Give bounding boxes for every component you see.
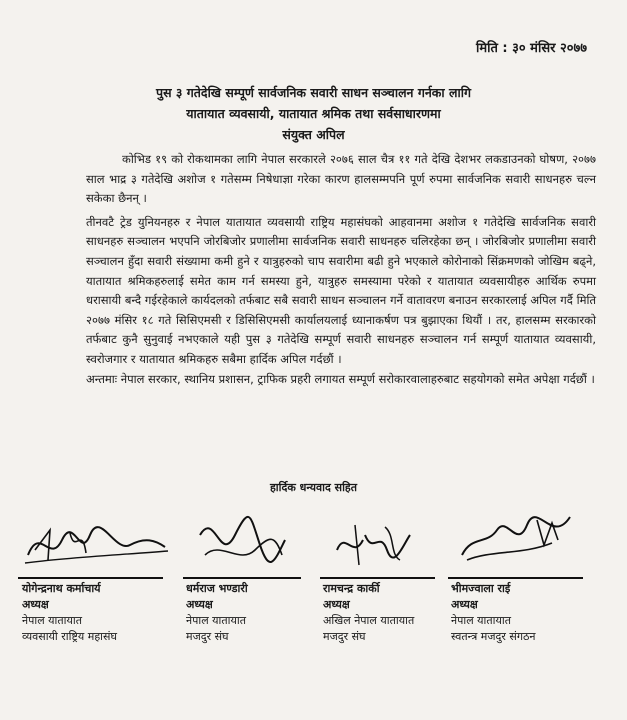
signature-section <box>0 505 627 645</box>
signatory-3-org-line-1: अखिल नेपाल यातायात <box>323 614 415 627</box>
signatory-2-org-line-2: मजदुर संघ <box>186 630 229 643</box>
heading-line-3: संयुक्त अपिल <box>282 127 345 142</box>
signatory-3 <box>323 581 414 645</box>
signatory-1-org-line-2: व्यवसायी राष्ट्रिय महासंघ <box>22 630 117 643</box>
signature-4-image <box>452 505 577 575</box>
signature-4-line <box>448 577 583 579</box>
heading-line-1: पुस ३ गतेदेखि सम्पूर्ण सार्वजनिक सवारी साधन सञ्चालन गर्नका लागि <box>156 85 471 100</box>
signature-1-line <box>18 577 163 579</box>
signatory-3-org-line-2: मजदुर संघ <box>323 630 366 643</box>
signature-2-line <box>183 577 301 579</box>
signatory-3-name: रामचन्द्र कार्की <box>323 582 380 595</box>
signatory-4 <box>451 581 536 645</box>
signatory-1-name: योगेन्द्रनाथ कर्माचार्य <box>22 582 101 595</box>
signatory-4-org-line-2: स्वतन्त्र मजदुर संगठन <box>451 630 536 643</box>
signatory-3-role: अध्यक्ष <box>323 598 350 611</box>
document-heading <box>0 82 627 145</box>
signatory-4-role: अध्यक्ष <box>451 598 478 611</box>
regards-line: हार्दिक धन्यवाद सहित <box>269 481 358 494</box>
appeal-body <box>86 150 596 389</box>
signatory-1-role: अध्यक्ष <box>22 598 49 611</box>
paragraph-1: कोभिड १९ को रोकथामका लागि नेपाल सरकारले २०७६ साल चैत्र ११ गते देखि देशभर लकडाउनको घोषण, २०७७ साल भाद्र ३ गतेदेखि अशोज १ गतेसम्म निषेधाज्ञा गरेका कारण हालसम्मपनि पूर्ण रुपमा सार्वजनिक सवारी साधनहरु चल्न सकेका छैनन् । <box>86 152 596 206</box>
signatory-2-role: अध्यक्ष <box>186 598 213 611</box>
paragraph-2: तीनवटै ट्रेड युनियनहरु र नेपाल यातायात व्यवसायी राष्ट्रिय महासंघको आहवानमा अशोज १ गतेदेखि सार्वजनिक सवारी साधनहरु सञ्चालन भएपनि जोरबिजोर प्रणालीमा सार्वजनिक सवारी साधनहरु चलिरहेका छन् । जोरबिजोर प्रणालीमा सवारी सञ्चालन हुँदा सवारी संख्यामा कमी हुने र यात्रुहरुको चाप सवारीमा बढी हुने भएकाले कोरोनाको सिंक्रमणको जोखिम बढ्ने, यातायात श्रमिकहरुलाई समेत काम गर्न समस्या हुने, यात्रुहरु समस्यामा परेको र यातायात व्यवसायीहरु आर्थिक रुपमा धरासायी बन्दै गईरहेकाले कार्यदलको तर्फबाट सबै सवारी साधन सञ्चालन गर्ने वातावरण बनाउन सरकारलाई अपिल गर्दै मिति २०७७ मंसिर १८ गते सिसिएमसी र डिसिसिएमसी कार्यालयलाई ध्यानाकर्षण पत्र बुझाएका थियौं । तर, हालसम्म सरकारको तर्फबाट कुनै सुनुवाई नभएकाले यही पुस ३ गतेदेखि सम्पूर्ण सवारी साधनहरु सञ्चालन गर्न सम्पूर्ण यातायात व्यवसायी, स्वरोजगार र यातायात श्रमिकहरु सबैमा हार्दिक अपिल गर्दछौं । <box>86 214 596 366</box>
paragraph-3: अन्तमाः नेपाल सरकार, स्थानिय प्रशासन, ट्राफिक प्रहरी लगायत सम्पूर्ण सरोकारवालाहरुबाट सहयोगको समेत अपेक्षा गर्दछौं । <box>86 371 595 386</box>
signatory-1 <box>22 581 117 645</box>
signatory-4-org-line-1: नेपाल यातायात <box>451 614 512 627</box>
signatory-2-name: धर्मराज भण्डारी <box>186 582 248 595</box>
date-line: मिति : ३० मंसिर २०७७ <box>475 41 587 56</box>
signatory-2 <box>186 581 248 645</box>
signature-3-image <box>325 505 415 575</box>
signature-1-image <box>20 505 170 575</box>
heading-line-2: यातायात व्यवसायी, यातायात श्रमिक तथा सर्वसाधारणमा <box>186 106 441 121</box>
signature-2-image <box>190 505 290 575</box>
signature-3-line <box>320 577 435 579</box>
signatory-4-name: भीमज्वाला राई <box>451 582 511 595</box>
signatory-1-org-line-1: नेपाल यातायात <box>22 614 83 627</box>
signatory-2-org-line-1: नेपाल यातायात <box>186 614 247 627</box>
